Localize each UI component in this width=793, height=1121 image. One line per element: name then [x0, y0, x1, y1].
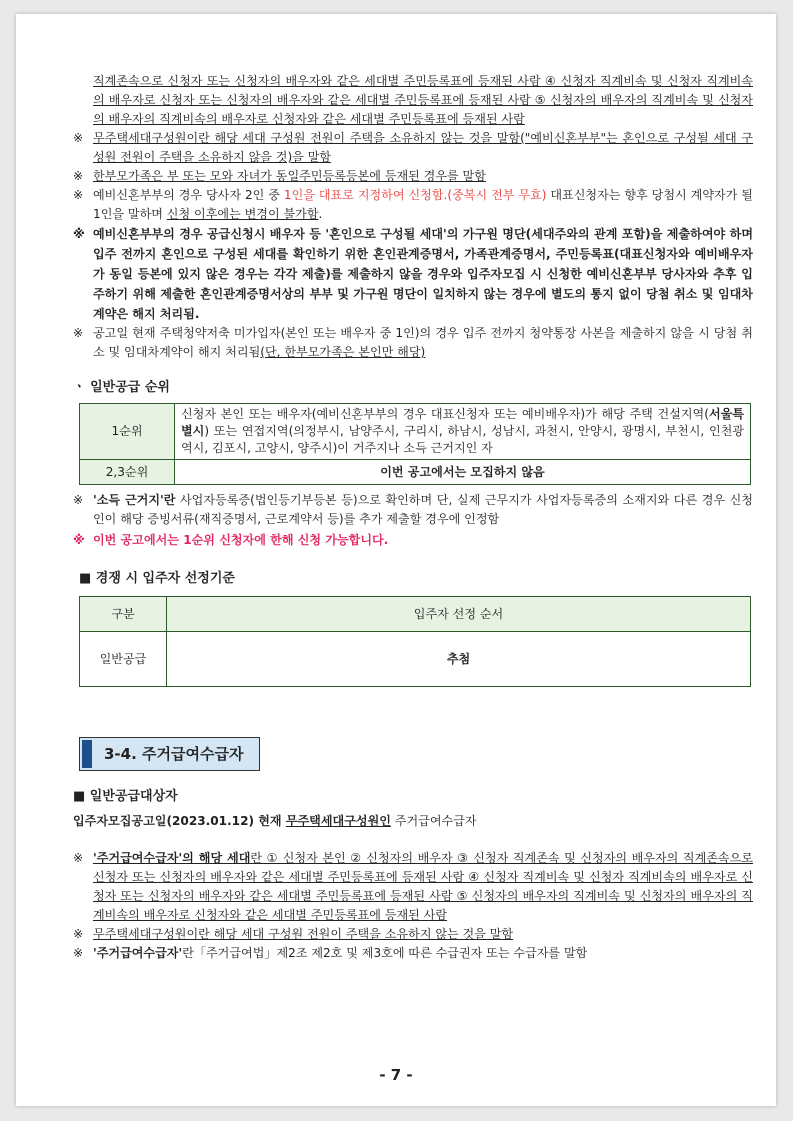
note-text-underlined: 신청 이후에는 변경이 불가함 [166, 207, 319, 221]
note-text-b: 대표신청자는 향후 당첨시 계약자가 될 1인을 말하며 [93, 188, 753, 221]
page-content [73, 14, 753, 963]
note-mark: ※ [73, 851, 84, 865]
note-mark: ※ [73, 326, 84, 340]
note-mark: ※ [73, 493, 84, 507]
note-text: 무주택세대구성원이란 해당 세대 구성원 전원이 주택을 소유하지 않는 것을 말함("예비신혼부부"는 혼인으로 구성될 세대 구성원 전원이 주택을 소유하지 않을 것)을 말함 [93, 131, 753, 164]
note-housing-benefit-household [73, 849, 753, 925]
eligibility-rest: 주거급여수급자 [390, 814, 477, 828]
note-text-bold: '주거급여수급자'의 해당 세대 [93, 851, 251, 865]
rank-label: 2,3순위 [80, 460, 175, 485]
note-text-bold: '소득 근거지'란 [93, 493, 176, 507]
note-text: 한부모가족은 부 또는 모와 자녀가 동일주민등록등본에 등재된 경우를 말함 [93, 169, 486, 183]
note-text-c: . [318, 207, 323, 221]
note-text: 예비신혼부부의 경우 공급신청시 배우자 등 '혼인으로 구성될 세대'의 가구원 명단(세대주와의 관계 포함)을 제출하여야 하며 입주 전까지 혼인으로 구성된 세대를 확인하기 위한 혼인관계증명서, 가족관계증명서, 주민등록표(대표신청자와 예비배우자가 동일 등본에 있지 않은 경우는 각각 제출)를 제출하지 않을 경우와 입주자모집 시 신청한 예비신혼부부 당사자와 추후 입주하기 위해 제출한 혼인관계증명서상의 부부 및 가구원 명단이 일치하지 않는 경우에 별도의 통지 없이 당첨 취소 및 임대차계약은 해지 처리됨. [93, 227, 753, 321]
note-single-parent [73, 167, 753, 186]
note-text: 사업자등록증(법인등기부등본 등)으로 확인하며 단, 실제 근무지가 사업자등록증의 소재지와 다른 경우 신청인이 해당 증빙서류(재직증명서, 근로계약서 등)를 추가 제출할 경우에 인정함 [93, 493, 753, 526]
table-row [80, 597, 751, 632]
header-cell: 구분 [80, 597, 167, 632]
rank-description: 이번 공고에서는 모집하지 않음 [175, 460, 751, 485]
note-mark: ※ [73, 927, 84, 941]
row-label: 일반공급 [80, 632, 167, 687]
section-bar [82, 740, 92, 768]
rank-text-bold: 서울특별시 [181, 407, 744, 438]
general-target-title: ■ 일반공급대상자 [73, 789, 178, 804]
note-mark: ※ [73, 188, 84, 202]
note-engaged-couple-documents [73, 224, 753, 324]
intro-paragraph: 직계존속으로 신청자 또는 신청자의 배우자와 같은 세대별 주민등록표에 등재된 사람 ④ 신청자 직계비속 및 신청자 직계비속의 배우자로 신청자 또는 신청자의 배우자와 같은 세대별 주민등록표에 등재된 사람 ⑤ 신청자의 배우자의 직계비속 및 신청자의 배우자의 직계비속의 배우자로 신청자와 같은 세대별 주민등록표에 등재된 사람 [93, 74, 753, 126]
note-text-a: 예비신혼부부의 경우 당사자 2인 중 [93, 188, 284, 202]
note-text: 란「주거급여법」제2조 제2호 및 제3호에 따른 수급권자 또는 수급자를 말함 [182, 946, 588, 960]
note-mark: ※ [73, 533, 85, 547]
table-row [80, 404, 751, 460]
note-text: 무주택세대구성원이란 해당 세대 구성원 전원이 주택을 소유하지 않는 것을 말함 [93, 927, 514, 941]
note-mark: ※ [73, 169, 84, 183]
selection-table [79, 596, 751, 687]
header-cell: 입주자 선정 순서 [167, 597, 751, 632]
note-text-red: 1인을 대표로 지정하여 신청함.(중복시 전부 무효) [283, 188, 547, 202]
selection-title: ■ 경쟁 시 입주자 선정기준 [79, 571, 235, 586]
note-mark: ※ [73, 131, 84, 145]
table-row [80, 460, 751, 485]
document-page [16, 14, 776, 1106]
note-housing-benefit-definition [73, 944, 753, 963]
note-first-rank-only [73, 531, 753, 550]
note-text-bold: '주거급여수급자' [93, 946, 183, 960]
rank-label: 1순위 [80, 404, 175, 460]
section-title: 3-4. 주거급여수급자 [104, 745, 244, 763]
rank-text-c: ) 또는 연접지역(의정부시, 남양주시, 구리시, 하남시, 성남시, 과천시, 안양시, 광명시, 부천시, 인천광역시, 김포시, 고양시, 양주시)이 거주지나 소득 근거지인 자 [181, 424, 744, 455]
note-mark: ※ [73, 227, 85, 241]
general-order-table [79, 403, 751, 485]
note-text: 이번 공고에서는 1순위 신청자에 한해 신청 가능합니다. [93, 533, 389, 547]
note-income-base [73, 491, 753, 529]
eligibility-bold: 입주자모집공고일(2023.01.12) 현재 [73, 814, 286, 828]
row-value: 추첨 [167, 632, 751, 687]
section-header-3-4 [79, 737, 260, 771]
rank-text-a: 신청자 본인 또는 배우자(예비신혼부부의 경우 대표신청자 또는 예비배우자)가 해당 주택 건설지역( [181, 407, 709, 421]
table-row [80, 632, 751, 687]
general-order-title: ㆍ 일반공급 순위 [73, 380, 170, 395]
eligibility-line [73, 812, 753, 831]
note-text: 공고일 현재 주택청약저축 미가입자(본인 또는 배우자 중 1인)의 경우 입주 전까지 청약통장 사본을 제출하지 않을 시 당첨 취소 및 임대차계약이 해지 처리됨 [93, 326, 753, 359]
note-mark: ※ [73, 946, 84, 960]
note-homeless-household-2 [73, 925, 753, 944]
note-text: 란 ① 신청자 본인 ② 신청자의 배우자 ③ 신청자 직계존속 및 신청자의 배우자의 직계존속으로 신청자 또는 신청자의 배우자와 같은 세대별 주민등록표에 등재된 사람 ④ 신청자 직계비속 및 신청자 직계비속의 배우자로 신청자 또는 신청자의 배우자와 같은 세대별 주민등록표에 등재된 사람 ⑤ 신청자의 배우자의 직계비속 및 신청자의 배우자의 직계비속의 배우자로 신청자와 같은 세대별 주민등록표에 등재된 사람 [93, 851, 753, 922]
page-number: - 7 - [379, 1066, 413, 1084]
note-text-underlined: (단, 한부모가족은 본인만 해당) [260, 345, 426, 359]
rank-description [175, 404, 751, 460]
note-homeless-household [73, 129, 753, 167]
note-savings-account [73, 324, 753, 362]
eligibility-bold-underlined: 무주택세대구성원인 [285, 814, 391, 828]
note-engaged-couple [73, 186, 753, 224]
